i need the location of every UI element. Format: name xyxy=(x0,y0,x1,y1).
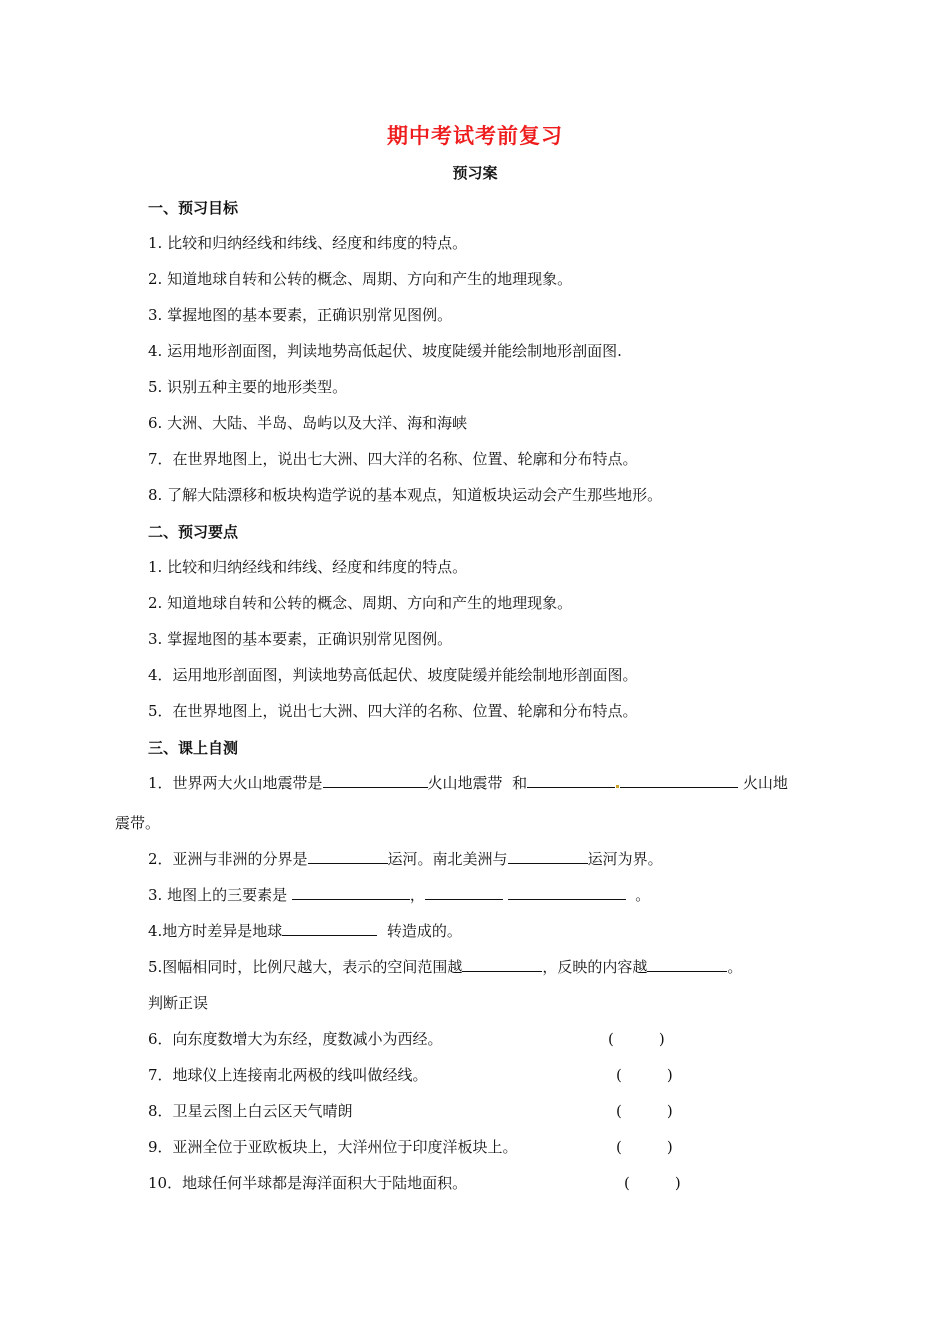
key-point-item: 4．运用地形剖面图，判读地势高低起伏、坡度陡缓并能绘制地形剖面图。 xyxy=(148,666,638,684)
answer-blank[interactable] xyxy=(647,957,727,972)
answer-blank[interactable] xyxy=(308,849,388,864)
question-text: 1．世界两大火山地震带是 xyxy=(148,774,323,792)
goal-item: 4. 运用地形剖面图，判读地势高低起伏、坡度陡缓并能绘制地形剖面图. xyxy=(148,342,622,360)
question-2 xyxy=(148,849,663,869)
answer-blank[interactable] xyxy=(425,885,503,900)
question-3 xyxy=(148,885,650,905)
question-4 xyxy=(148,921,462,941)
question-1 xyxy=(148,773,788,793)
question-1-continued: 震带。 xyxy=(115,814,161,832)
section-heading: 二、预习要点 xyxy=(148,523,239,541)
goal-item: 6. 大洲、大陆、半岛、岛屿以及大洋、海和海峡 xyxy=(148,414,468,432)
answer-blank[interactable] xyxy=(292,885,410,900)
question-text: ，反映的内容越 xyxy=(542,958,648,976)
question-text: 和 xyxy=(512,774,528,792)
question-text: 转造成的。 xyxy=(386,922,462,940)
question-text: 4.地方时差异是地球 xyxy=(148,922,283,940)
section-heading: 三、课上自测 xyxy=(148,739,239,757)
answer-blank[interactable] xyxy=(527,773,615,788)
section-heading: 一、预习目标 xyxy=(148,199,239,217)
answer-parentheses[interactable]: ( ) xyxy=(624,1174,681,1192)
question-text: 火山地 xyxy=(742,774,788,792)
answer-parentheses[interactable]: ( ) xyxy=(616,1102,673,1120)
goal-item: 1. 比较和归纳经线和纬线、经度和纬度的特点。 xyxy=(148,234,468,252)
answer-parentheses[interactable]: ( ) xyxy=(616,1138,673,1156)
answer-blank[interactable] xyxy=(508,849,588,864)
goal-item: 7．在世界地图上，说出七大洲、四大洋的名称、位置、轮廓和分布特点。 xyxy=(148,450,638,468)
judge-item: 9．亚洲全位于亚欧板块上，大洋州位于印度洋板块上。 xyxy=(148,1138,518,1156)
judge-item: 7．地球仪上连接南北两极的线叫做经线。 xyxy=(148,1066,428,1084)
answer-blank[interactable] xyxy=(282,921,377,936)
judge-item: 8．卫星云图上白云区天气晴朗 xyxy=(148,1102,353,1120)
goal-item: 3. 掌握地图的基本要素，正确识别常见图例。 xyxy=(148,306,453,324)
judge-item: 10．地球任何半球都是海洋面积大于陆地面积。 xyxy=(148,1174,468,1192)
answer-blank[interactable] xyxy=(620,773,738,788)
question-text: 。 xyxy=(727,958,743,976)
question-text: 3. 地图上的三要素是 xyxy=(148,886,288,904)
goal-item: 5. 识别五种主要的地形类型。 xyxy=(148,378,348,396)
question-text: 。 xyxy=(635,886,651,904)
answer-blank[interactable] xyxy=(323,773,428,788)
key-point-item: 2. 知道地球自转和公转的概念、周期、方向和产生的地理现象。 xyxy=(148,594,573,612)
question-text: 火山地震带 xyxy=(427,774,503,792)
page-title: 期中考试考前复习 xyxy=(387,124,563,148)
answer-blank[interactable] xyxy=(508,885,626,900)
question-5 xyxy=(148,957,742,977)
answer-blank[interactable] xyxy=(462,957,542,972)
judge-heading: 判断正误 xyxy=(148,994,209,1012)
question-text: ， xyxy=(409,886,425,904)
question-text: 5.图幅相同时，比例尺越大，表示的空间范围越 xyxy=(148,958,463,976)
page-subtitle: 预习案 xyxy=(452,164,498,182)
key-point-item: 5．在世界地图上，说出七大洲、四大洋的名称、位置、轮廓和分布特点。 xyxy=(148,702,638,720)
decorative-dot xyxy=(616,785,619,788)
goal-item: 8. 了解大陆漂移和板块构造学说的基本观点，知道板块运动会产生那些地形。 xyxy=(148,486,663,504)
goal-item: 2. 知道地球自转和公转的概念、周期、方向和产生的地理现象。 xyxy=(148,270,573,288)
question-text: 运河为界。 xyxy=(587,850,663,868)
key-point-item: 1. 比较和归纳经线和纬线、经度和纬度的特点。 xyxy=(148,558,468,576)
judge-item: 6．向东度数增大为东经，度数减小为西经。 xyxy=(148,1030,443,1048)
question-text: 2．亚洲与非洲的分界是 xyxy=(148,850,308,868)
answer-parentheses[interactable]: ( ) xyxy=(616,1066,673,1084)
answer-parentheses[interactable]: ( ) xyxy=(608,1030,665,1048)
key-point-item: 3. 掌握地图的基本要素，正确识别常见图例。 xyxy=(148,630,453,648)
question-text: 运河。南北美洲与 xyxy=(387,850,508,868)
